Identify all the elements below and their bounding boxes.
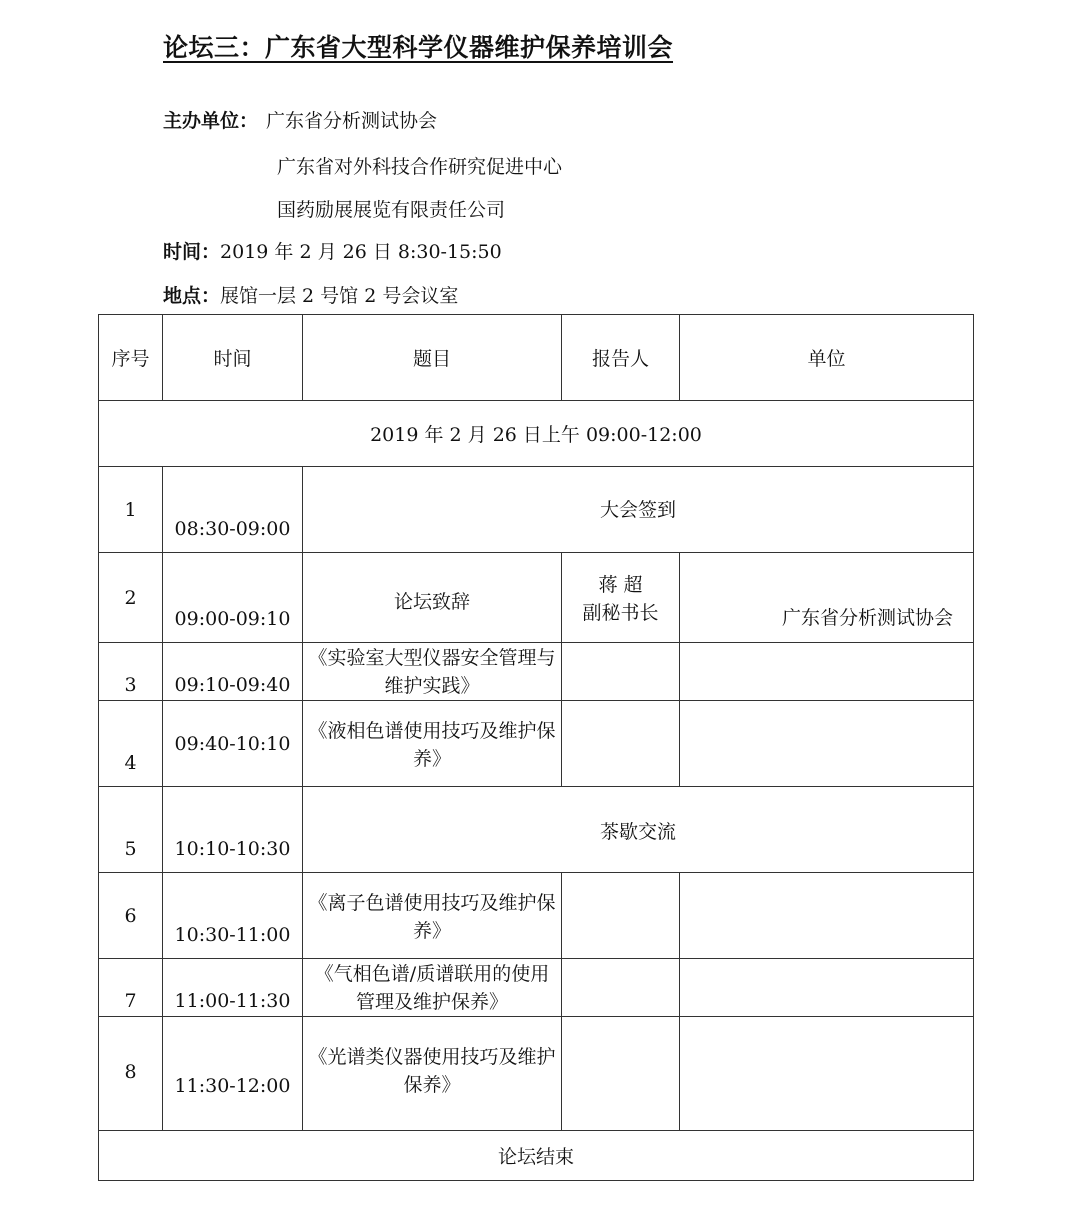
page-title: 论坛三：广东省大型科学仪器维护保养培训会: [163, 33, 674, 62]
location-value: 展馆一层 2 号馆 2 号会议室: [220, 285, 459, 307]
row-no: 2: [99, 553, 163, 643]
row-time: 09:10-09:40: [163, 643, 303, 701]
header-time: 时间: [163, 315, 303, 401]
row-speaker: [562, 553, 680, 643]
row-time: 11:30-12:00: [163, 1017, 303, 1131]
forum-end: 论坛结束: [99, 1131, 974, 1181]
table-row: [99, 467, 974, 553]
speaker-name: 蒋 超: [598, 574, 643, 596]
row-topic: 《离子色谱使用技巧及维护保养》: [303, 873, 562, 959]
session-row: [99, 401, 974, 467]
row-topic: 《气相色谱/质谱联用的使用管理及维护保养》: [303, 959, 562, 1017]
row-speaker: [562, 701, 680, 787]
row-speaker: [562, 1017, 680, 1131]
table-row: [99, 787, 974, 873]
time-label: 时间：: [163, 241, 221, 263]
header-no: 序号: [99, 315, 163, 401]
table-row: [99, 643, 974, 701]
row-no: 3: [99, 643, 163, 701]
row-topic: 《实验室大型仪器安全管理与维护实践》: [303, 643, 562, 701]
row-time: 09:00-09:10: [163, 553, 303, 643]
row-no: 7: [99, 959, 163, 1017]
organizers-label: 主办单位：: [163, 110, 259, 132]
header-speaker: 报告人: [562, 315, 680, 401]
row-no: 4: [99, 701, 163, 787]
location-line: [163, 281, 458, 308]
row-speaker: [562, 959, 680, 1017]
row-topic: 论坛致辞: [303, 553, 562, 643]
session-header: 2019 年 2 月 26 日上午 09:00-12:00: [99, 401, 974, 467]
time-line: [163, 237, 502, 264]
row-time: 10:30-11:00: [163, 873, 303, 959]
row-no: 1: [99, 467, 163, 553]
row-unit: 广东省分析测试协会: [680, 553, 974, 643]
row-speaker: [562, 643, 680, 701]
row-time: 08:30-09:00: [163, 467, 303, 553]
row-merged: 大会签到: [303, 467, 974, 553]
row-unit: [680, 701, 974, 787]
row-unit: [680, 643, 974, 701]
row-unit: [680, 959, 974, 1017]
row-unit: [680, 873, 974, 959]
footer-row: [99, 1131, 974, 1181]
row-merged: 茶歇交流: [303, 787, 974, 873]
organizers-line: [163, 106, 437, 133]
table-row: [99, 553, 974, 643]
row-no: 8: [99, 1017, 163, 1131]
table-row: [99, 959, 974, 1017]
row-topic: 《液相色谱使用技巧及维护保养》: [303, 701, 562, 787]
row-time: 09:40-10:10: [163, 701, 303, 787]
table-header-row: [99, 315, 974, 401]
schedule-table: [98, 314, 974, 1181]
header-topic: 题目: [303, 315, 562, 401]
table-row: [99, 1017, 974, 1131]
table-row: [99, 701, 974, 787]
speaker-title: 副秘书长: [582, 602, 659, 624]
row-topic: 《光谱类仪器使用技巧及维护保养》: [303, 1017, 562, 1131]
row-time: 10:10-10:30: [163, 787, 303, 873]
location-label: 地点：: [163, 285, 221, 307]
row-no: 6: [99, 873, 163, 959]
organizer-1: 广东省分析测试协会: [266, 110, 438, 132]
row-time: 11:00-11:30: [163, 959, 303, 1017]
organizer-3: 国药励展展览有限责任公司: [277, 199, 506, 221]
row-speaker: [562, 873, 680, 959]
row-no: 5: [99, 787, 163, 873]
table-row: [99, 873, 974, 959]
time-value: 2019 年 2 月 26 日 8:30-15:50: [220, 241, 502, 263]
row-unit: [680, 1017, 974, 1131]
organizer-2: 广东省对外科技合作研究促进中心: [277, 156, 563, 178]
header-unit: 单位: [680, 315, 974, 401]
